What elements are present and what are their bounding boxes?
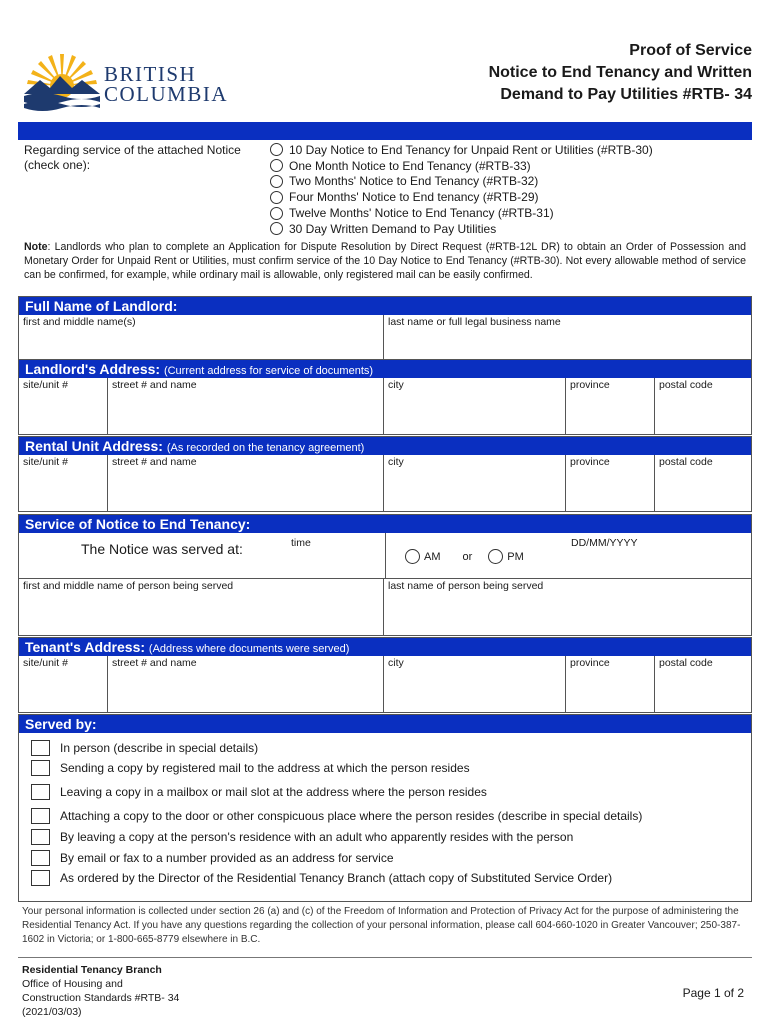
am-label: AM xyxy=(424,550,441,563)
option-label: Attaching a copy to the door or other conspicuous place where the person resides (describe in special details) xyxy=(60,808,643,823)
served-option-in-person[interactable] xyxy=(31,738,751,758)
served-at-row xyxy=(19,533,751,579)
notice-option-rtb31[interactable] xyxy=(270,205,653,221)
heading-text: Landlord's Address: xyxy=(25,361,161,377)
street-field[interactable] xyxy=(108,656,384,712)
heading-sub: (Current address for service of documents) xyxy=(163,365,374,377)
field-label: city xyxy=(388,657,404,669)
section-heading: Service of Notice to End Tenancy: xyxy=(19,515,751,533)
service-section xyxy=(18,514,752,636)
field-label: street # and name xyxy=(112,456,197,468)
checkbox-icon[interactable] xyxy=(31,784,50,800)
pm-label: PM xyxy=(507,550,524,563)
served-option-email-fax[interactable] xyxy=(31,847,751,868)
regarding-label: Regarding service of the attached Notice (check one): xyxy=(24,143,241,172)
option-label: As ordered by the Director of the Residential Tenancy Branch (attach copy of Substituted Service Order) xyxy=(60,871,613,885)
site-unit-field[interactable] xyxy=(19,656,108,712)
radio-icon[interactable] xyxy=(270,159,283,172)
tenant-address-section xyxy=(18,637,752,713)
site-unit-field[interactable] xyxy=(19,378,108,434)
radio-icon[interactable] xyxy=(270,175,283,188)
field-label: last name or full legal business name xyxy=(388,316,561,328)
heading-text: Rental Unit Address: xyxy=(25,438,163,454)
served-at-label: The Notice was served at: xyxy=(81,541,243,557)
checkbox-icon[interactable] xyxy=(31,850,50,866)
page-number: Page 1 of 2 xyxy=(682,986,744,1000)
title-line-2: Notice to End Tenancy and Written xyxy=(488,64,752,81)
notice-label: 30 Day Written Demand to Pay Utilities xyxy=(289,221,497,236)
option-label: In person (describe in special details) xyxy=(60,741,259,755)
field-label: site/unit # xyxy=(23,657,68,669)
served-last-name-field[interactable] xyxy=(384,579,751,635)
street-field[interactable] xyxy=(108,455,384,511)
postal-code-field[interactable] xyxy=(655,378,751,434)
radio-icon[interactable] xyxy=(270,207,283,220)
field-label: city xyxy=(388,456,404,468)
footer-date: (2021/03/03) xyxy=(22,1006,82,1018)
landlord-name-section xyxy=(18,296,752,360)
notice-option-rtb33[interactable] xyxy=(270,158,653,174)
notice-option-utilities[interactable] xyxy=(270,221,653,237)
field-label: city xyxy=(388,379,404,391)
field-label: site/unit # xyxy=(23,379,68,391)
field-label: province xyxy=(570,456,610,468)
notice-label: Twelve Months' Notice to End Tenancy (#RTB-31) xyxy=(289,206,554,221)
time-field[interactable]: time xyxy=(291,537,311,549)
province-field[interactable] xyxy=(566,455,655,511)
field-label: postal code xyxy=(659,379,713,391)
notice-label: Two Months' Notice to End Tenancy (#RTB-32) xyxy=(289,174,539,189)
section-heading xyxy=(19,437,751,455)
served-option-door[interactable] xyxy=(31,805,751,826)
section-heading xyxy=(19,638,751,656)
form-title xyxy=(489,40,752,106)
notice-options xyxy=(270,142,653,237)
note-paragraph xyxy=(24,240,746,282)
radio-icon[interactable] xyxy=(270,222,283,235)
city-field[interactable] xyxy=(384,656,566,712)
field-label: first and middle name(s) xyxy=(23,316,136,328)
checkbox-icon[interactable] xyxy=(31,740,50,756)
notice-label: 10 Day Notice to End Tenancy for Unpaid Rent or Utilities (#RTB-30) xyxy=(289,142,653,157)
logo-line-1: BRITISH xyxy=(104,62,197,86)
header-bar xyxy=(18,122,752,140)
heading-sub: (Address where documents were served) xyxy=(148,643,350,655)
footer-form-id: Construction Standards #RTB- 34 xyxy=(22,992,180,1004)
option-label: By email or fax to a number provided as an address for service xyxy=(60,850,394,865)
served-option-mailbox[interactable] xyxy=(31,778,751,805)
served-option-director-order[interactable] xyxy=(31,868,751,888)
notice-label: Four Months' Notice to End tenancy (#RTB-29) xyxy=(289,190,539,205)
footer-branch: Residential Tenancy Branch xyxy=(22,964,162,976)
province-field[interactable] xyxy=(566,656,655,712)
pm-radio[interactable] xyxy=(488,549,503,564)
heading-sub: (As recorded on the tenancy agreement) xyxy=(166,442,365,454)
served-by-section xyxy=(18,714,752,902)
notice-option-rtb30[interactable] xyxy=(270,142,653,158)
field-label: last name of person being served xyxy=(388,580,544,592)
note-text: : Landlords who plan to complete an Application for Dispute Resolution by Direct Request (#RTB-12L DR) to obtain an Order of Possession and Monetary Order for Unpaid Rent or Utilities, must confirm service of the 10 Day Notice to End Tenancy (#RTB-30). Not every allowable method of service can be confirmed, for example, while ordinary mail is allowable, only registered mail can be easily confirmed. xyxy=(24,241,746,281)
field-label: postal code xyxy=(659,657,713,669)
privacy-notice: Your personal information is collected under section 26 (a) and (c) of the Freedom of Information and Protection of Privacy Act for the purpose of administering the Residential Tenancy Act. If you have any questions regarding the collection of your personal information, please call 604-660-1020 in Greater Vancouver; 250-387-1602 in Victoria; or 1-800-665-8779 elsewhere in B.C. xyxy=(22,906,741,945)
option-label: Leaving a copy in a mailbox or mail slot at the address where the person resides xyxy=(60,784,487,799)
landlord-last-name-field[interactable] xyxy=(384,315,751,359)
notice-option-rtb32[interactable] xyxy=(270,174,653,190)
am-radio[interactable] xyxy=(405,549,420,564)
logo-wordmark xyxy=(104,64,228,104)
city-field[interactable] xyxy=(384,378,566,434)
section-heading xyxy=(19,360,751,378)
title-line-1: Proof of Service xyxy=(629,42,752,59)
checkbox-icon[interactable] xyxy=(31,870,50,886)
served-option-registered-mail[interactable] xyxy=(31,758,751,778)
field-label: first and middle name of person being served xyxy=(23,580,234,592)
section-heading: Served by: xyxy=(19,715,751,733)
postal-code-field[interactable] xyxy=(655,656,751,712)
footer-office: Office of Housing and xyxy=(22,978,123,990)
rental-address-section xyxy=(18,436,752,512)
field-label: postal code xyxy=(659,456,713,468)
checkbox-icon[interactable] xyxy=(31,829,50,845)
date-field[interactable]: DD/MM/YYYY xyxy=(571,537,638,549)
title-line-3: Demand to Pay Utilities #RTB- 34 xyxy=(500,86,752,103)
option-label: By leaving a copy at the person's residence with an adult who apparently resides with the person xyxy=(60,829,574,844)
served-by-options xyxy=(19,733,751,888)
heading-text: Tenant's Address: xyxy=(25,639,146,655)
radio-icon[interactable] xyxy=(270,191,283,204)
field-label: province xyxy=(570,379,610,391)
divider xyxy=(385,533,386,578)
footer-divider xyxy=(18,957,752,958)
note-label: Note xyxy=(24,241,48,253)
city-field[interactable] xyxy=(384,455,566,511)
notice-option-rtb29[interactable] xyxy=(270,189,653,205)
am-pm-selector xyxy=(405,549,524,564)
checkbox-icon[interactable] xyxy=(31,808,50,824)
notice-label: One Month Notice to End Tenancy (#RTB-33) xyxy=(289,158,531,173)
sun-mountain-logo-icon xyxy=(22,50,102,114)
section-heading: Full Name of Landlord: xyxy=(19,297,751,315)
field-label: province xyxy=(570,657,610,669)
or-label: or xyxy=(462,550,473,563)
postal-code-field[interactable] xyxy=(655,455,751,511)
radio-icon[interactable] xyxy=(270,143,283,156)
field-label: street # and name xyxy=(112,379,197,391)
site-unit-field[interactable] xyxy=(19,455,108,511)
field-label: street # and name xyxy=(112,657,197,669)
served-first-name-field[interactable] xyxy=(19,579,384,635)
option-label: Sending a copy by registered mail to the address at which the person resides xyxy=(60,761,470,775)
street-field[interactable] xyxy=(108,378,384,434)
checkbox-icon[interactable] xyxy=(31,760,50,776)
bc-logo xyxy=(22,50,232,114)
served-option-adult[interactable] xyxy=(31,826,751,847)
footer-info xyxy=(22,963,179,1019)
landlord-address-section xyxy=(18,359,752,435)
logo-line-2: COLUMBIA xyxy=(104,82,229,106)
landlord-first-name-field[interactable] xyxy=(19,315,384,359)
province-field[interactable] xyxy=(566,378,655,434)
field-label: site/unit # xyxy=(23,456,68,468)
